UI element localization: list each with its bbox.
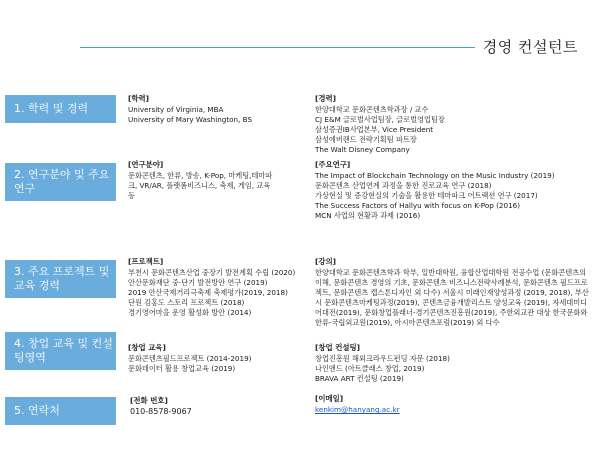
startup-consulting-line: 나인앤드 (아트클래스 창업, 2019) bbox=[315, 364, 425, 373]
research-field-text: 문화콘텐츠, 한류, 방송, K-Pop, 마케팅,테마파크, VR/AR, 플랫폼비즈니스, 축제, 게임, 교육 등 bbox=[128, 171, 273, 200]
phone-block bbox=[130, 396, 290, 417]
startup-consulting-line: 창업진흥원 해외크라우드펀딩 자문 (2018) bbox=[315, 354, 450, 363]
main-research-block bbox=[315, 160, 590, 221]
main-research-line: The Impact of Blockchain Technology on the Music Industry (2019) bbox=[315, 171, 555, 180]
research-field-heading: [연구분야] bbox=[128, 160, 164, 169]
lectures-block bbox=[315, 257, 590, 328]
career-block bbox=[315, 94, 585, 155]
section-label-research: 2. 연구분야 및 주요연구 bbox=[5, 163, 116, 201]
title-divider-line bbox=[80, 47, 475, 48]
projects-block bbox=[128, 257, 308, 318]
section-label-education-career: 1. 학력 및 경력 bbox=[5, 95, 116, 123]
project-line: 부천시 문화콘텐츠산업 중장기 발전계획 수립 (2020) bbox=[128, 268, 296, 277]
main-research-line: MCN 사업의 현황과 과제 (2016) bbox=[315, 211, 421, 220]
career-line: CJ E&M 글로벌사업팀장, 글로벌영업팀장 bbox=[315, 115, 445, 124]
startup-education-line: 문화데이터 활용 창업교육 (2019) bbox=[128, 364, 236, 373]
startup-education-block bbox=[128, 343, 308, 374]
section-label-projects: 3. 주요 프로젝트 및 교육 경력 bbox=[5, 260, 116, 298]
main-research-line: 문화콘텐츠 산업연계 과정을 통한 진로교육 연구 (2018) bbox=[315, 181, 492, 190]
education-block bbox=[128, 94, 298, 125]
research-field-block bbox=[128, 160, 278, 201]
career-line: 한양대학교 문화콘텐츠학과장 / 교수 bbox=[315, 105, 429, 114]
career-heading: [경력] bbox=[315, 94, 337, 103]
main-research-line: The Success Factors of Hallyu with focus on K-Pop (2016) bbox=[315, 201, 521, 210]
email-heading: [이메일] bbox=[315, 394, 344, 403]
project-line: 단원 김홍도 스토리 프로젝트 (2018) bbox=[128, 298, 245, 307]
project-line: 경기영어마을 운영 활성화 방안 (2014) bbox=[128, 308, 252, 317]
phone-heading: [전화 번호] bbox=[130, 396, 168, 405]
email-link[interactable]: kenkim@hanyang.ac.kr bbox=[315, 405, 400, 414]
phone-number: 010-8578-9067 bbox=[130, 407, 192, 416]
startup-consulting-block bbox=[315, 343, 590, 384]
email-block bbox=[315, 394, 515, 415]
projects-heading: [프로젝트] bbox=[128, 257, 164, 266]
project-line: 2019 안산국제거리극축제 축제평가(2019, 2018) bbox=[128, 288, 288, 297]
education-line: University of Virginia, MBA bbox=[128, 105, 224, 114]
career-line: The Walt Disney Company bbox=[315, 145, 410, 154]
startup-consulting-line: BRAVA ART 컨설팅 (2019) bbox=[315, 374, 404, 383]
education-line: University of Mary Washington, BS bbox=[128, 115, 253, 124]
startup-education-line: 문화콘텐츠필드프로젝트 (2014-2019) bbox=[128, 354, 252, 363]
page-title: 경영 컨설턴트 bbox=[482, 38, 578, 56]
section-label-startup: 4. 창업 교육 및 컨설팅영역 bbox=[5, 332, 116, 370]
career-line: 삼성증권IB사업본부, Vice President bbox=[315, 125, 434, 134]
project-line: 안산문화재단 중·단기 발전방안 연구 (2019) bbox=[128, 278, 268, 287]
main-research-line: 가상현실 및 증강현실의 기술을 활용한 테마파크 어트랙션 연구 (2017) bbox=[315, 191, 538, 200]
education-heading: [학력] bbox=[128, 94, 150, 103]
career-line: 삼성에버랜드 전략기획팀 파트장 bbox=[315, 135, 417, 144]
main-research-heading: [주요연구] bbox=[315, 160, 351, 169]
section-label-contact: 5. 연락처 bbox=[5, 397, 116, 425]
startup-education-heading: [창업 교육] bbox=[128, 343, 166, 352]
lectures-heading: [강의] bbox=[315, 257, 337, 266]
lectures-text: 한양대학교 문화콘텐츠학과 학부, 일반대학원, 융합산업대학원 전공수업 (문화콘텐츠의 이해, 문화콘텐츠 경영의 기초, 문화콘텐츠 비즈니스전략사례분석, 문화콘텐츠 필드프로젝트, 문화콘텐츠 캡스톤디자인 외 다수) 서울시 미래인재양성과정 (2019, 2018), 부산시 문화콘텐츠마케팅과정(2019), 콘텐츠금융개발리스트 양성교육 (2019), 자세대미디어대전(2019), 문화창업플래너-경기콘텐츠진흥원(2019), 주한외교관 대상 한국문화와 한류-국립외교원(2019), 아시아콘텐츠포럼(2019) 외 다수 bbox=[315, 268, 589, 327]
startup-consulting-heading: [창업 컨설팅] bbox=[315, 343, 361, 352]
